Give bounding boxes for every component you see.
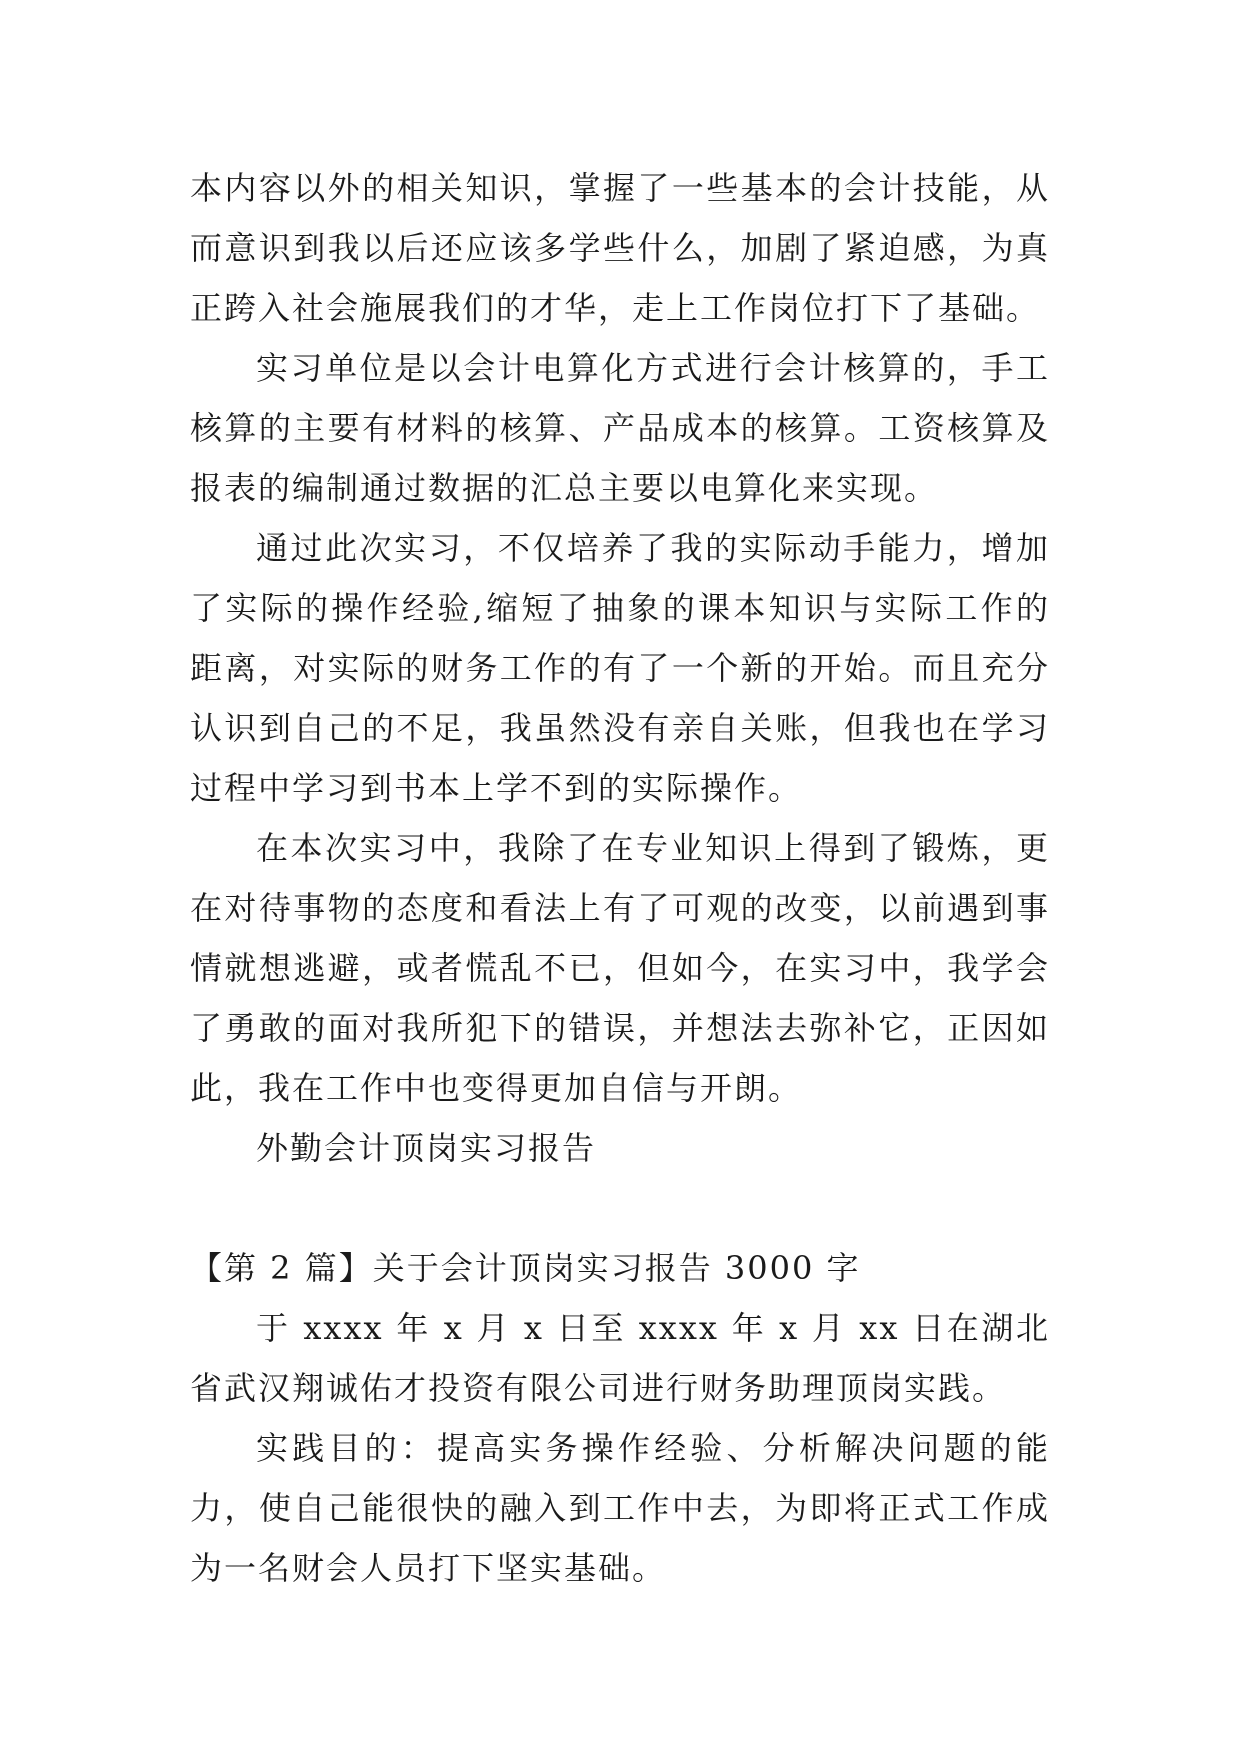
paragraph-continued: 本内容以外的相关知识，掌握了一些基本的会计技能，从而意识到我以后还应该多学些什么，加剧了紧迫感，为真正跨入社会施展我们的才华，走上工作岗位打下了基础。 xyxy=(190,169,1050,327)
blank-line xyxy=(190,1178,1050,1238)
section-heading: 【第 2 篇】关于会计顶岗实习报告 3000 字 xyxy=(190,1249,861,1287)
paragraph-internship-gains: 通过此次实习，不仅培养了我的实际动手能力，增加了实际的操作经验,缩短了抽象的课本知识与实际工作的距离，对实际的财务工作的有了一个新的开始。而且充分认识到自己的不足，我虽然没有亲自关账，但我也在学习过程中学习到书本上学不到的实际操作。 xyxy=(190,529,1050,807)
paragraph-practice-purpose: 实践目的：提高实务操作经验、分析解决问题的能力，使自己能很快的融入到工作中去，为即将正式工作成为一名财会人员打下坚实基础。 xyxy=(190,1429,1050,1587)
paragraph-report-title-line: 外勤会计顶岗实习报告 xyxy=(256,1129,597,1167)
paragraph-internship-period: 于 xxxx 年 x 月 x 日至 xxxx 年 x 月 xx 日在湖北省武汉翔诚佑才投资有限公司进行财务助理顶岗实践。 xyxy=(190,1309,1050,1407)
paragraph-accounting-method: 实习单位是以会计电算化方式进行会计核算的，手工核算的主要有材料的核算、产品成本的核算。工资核算及报表的编制通过数据的汇总主要以电算化来实现。 xyxy=(190,349,1050,507)
paragraph-attitude-change: 在本次实习中，我除了在专业知识上得到了锻炼，更在对待事物的态度和看法上有了可观的改变，以前遇到事情就想逃避，或者慌乱不已，但如今，在实习中，我学会了勇敢的面对我所犯下的错误，并想法去弥补它，正因如此，我在工作中也变得更加自信与开朗。 xyxy=(190,829,1050,1107)
document-body xyxy=(190,158,1050,1598)
